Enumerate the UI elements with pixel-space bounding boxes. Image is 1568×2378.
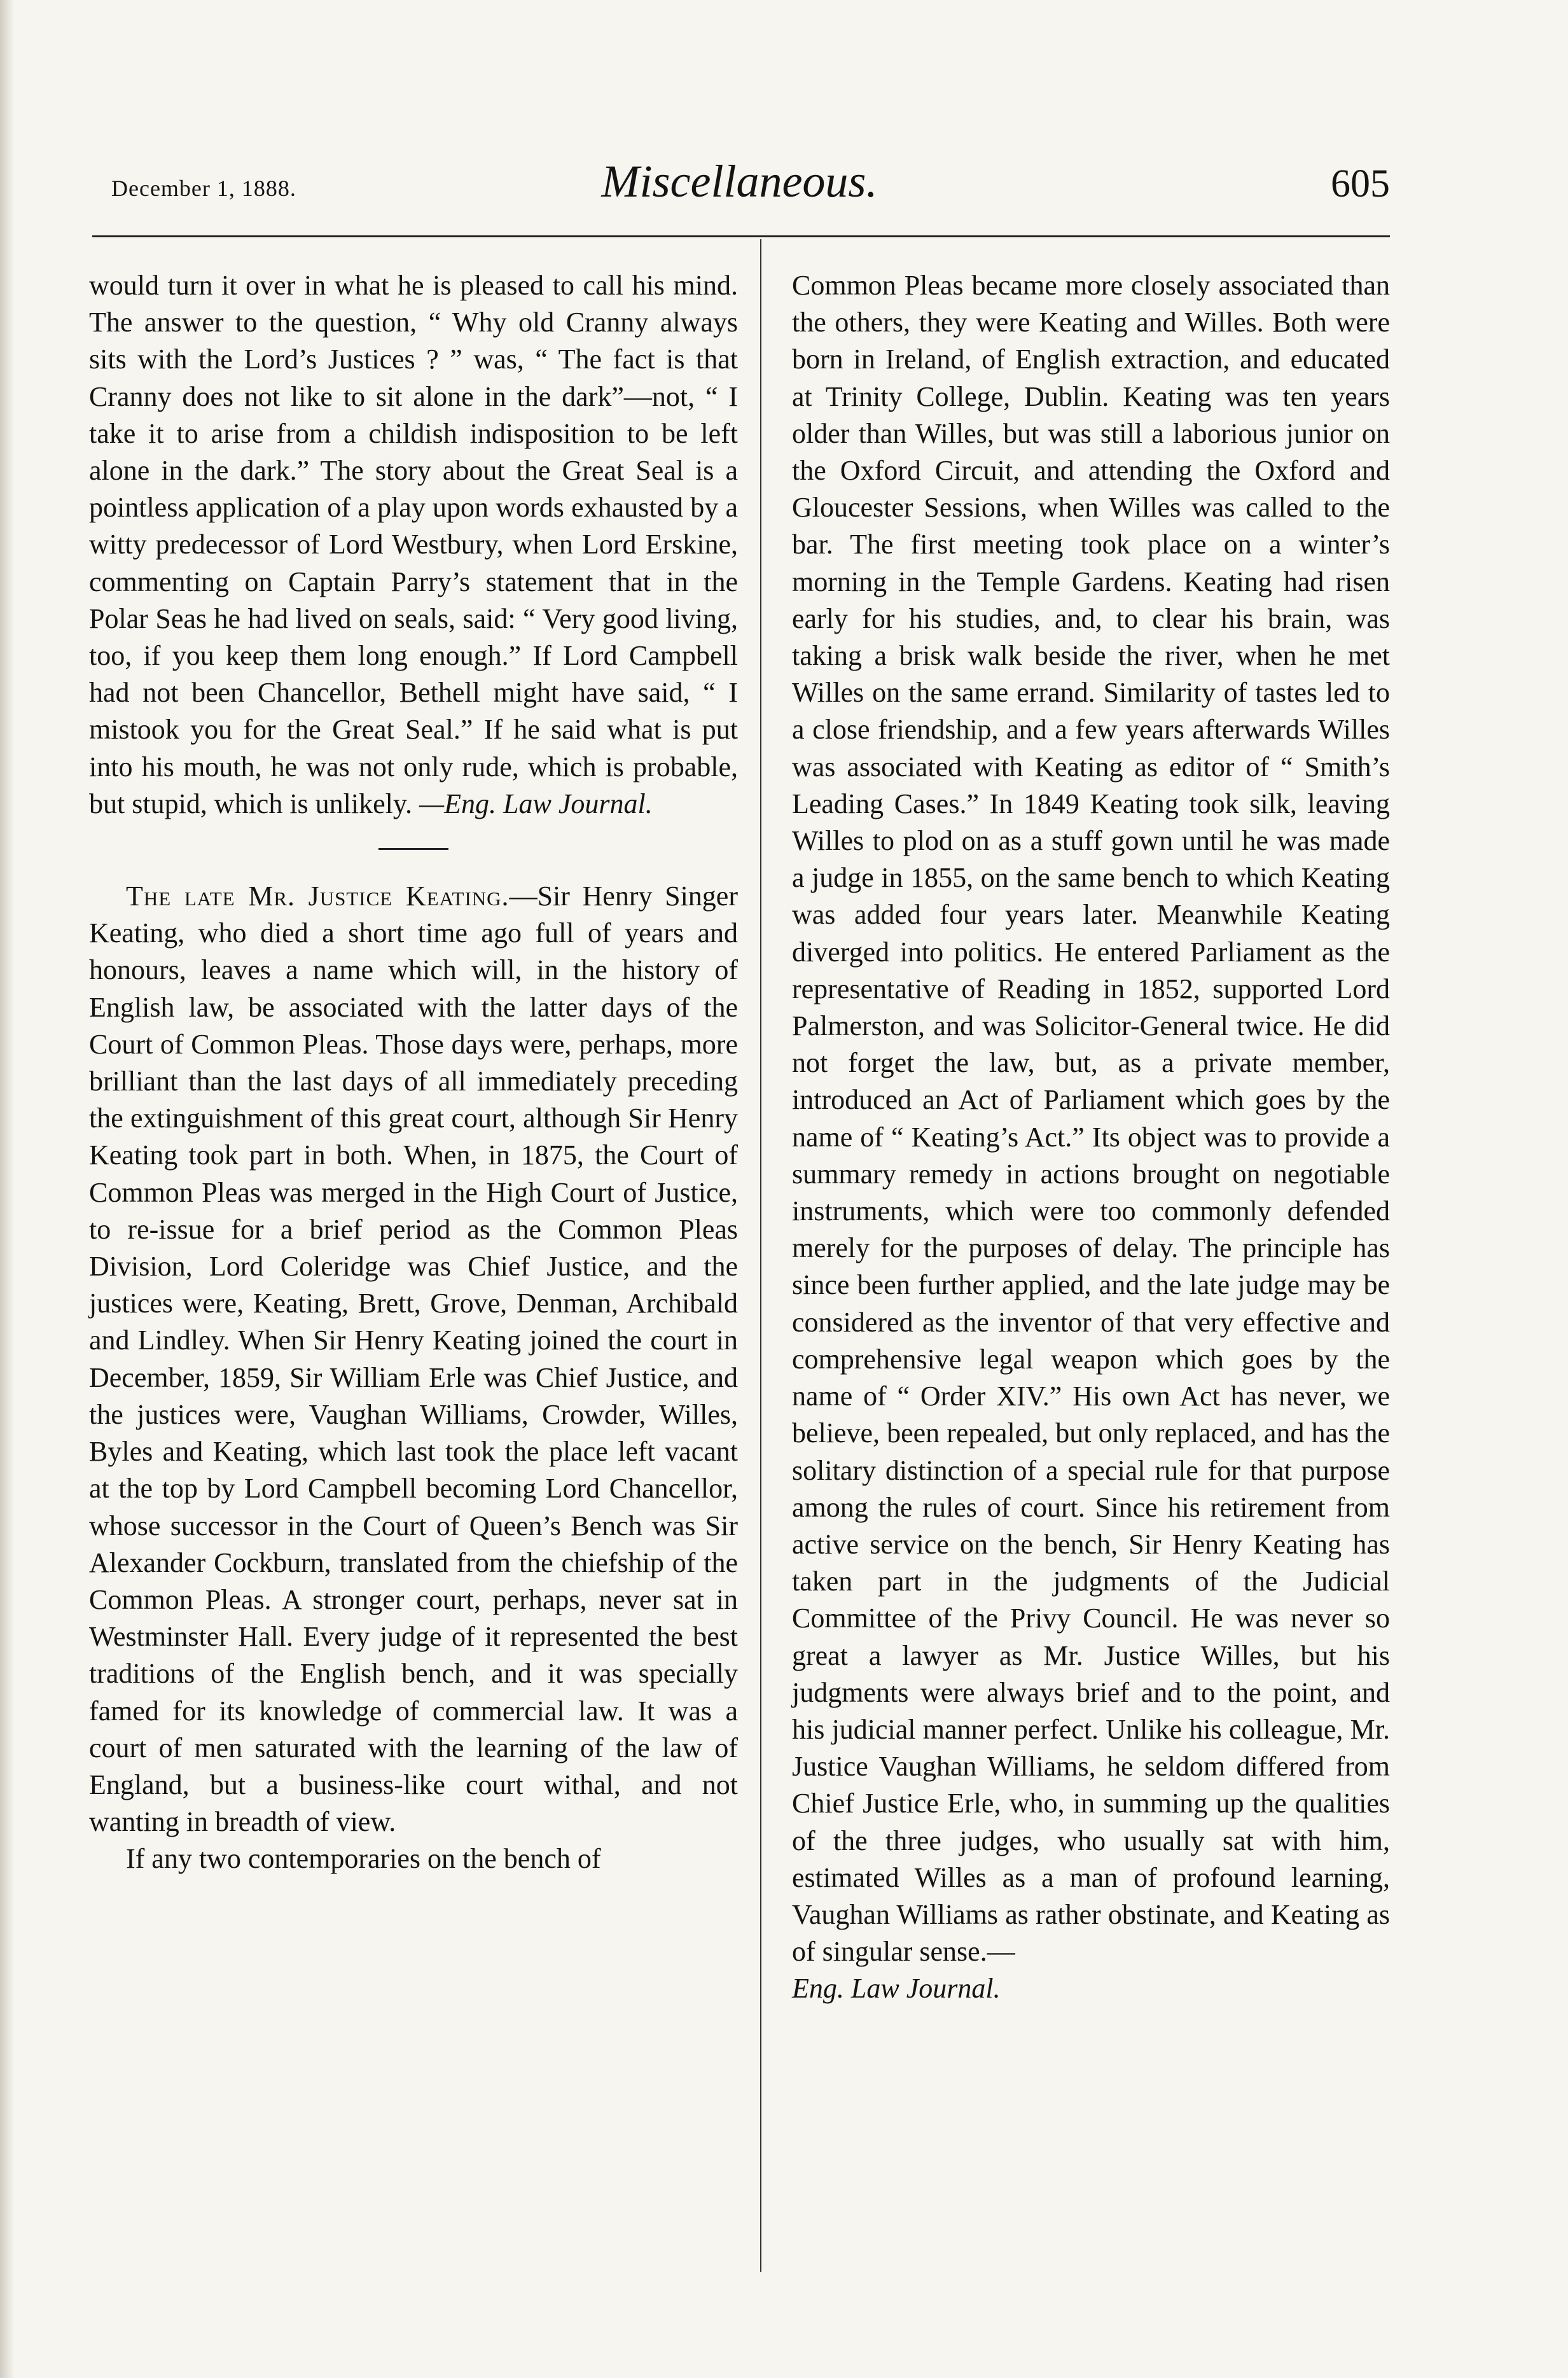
- issue-date: December 1, 1888.: [111, 176, 296, 201]
- page-edge: [0, 0, 14, 2378]
- article-heading: The late Mr. Justice Keating.: [126, 880, 510, 912]
- article-separator: [378, 848, 448, 850]
- continued-source: —Eng. Law Journal.: [419, 788, 653, 819]
- continued-paragraph: [89, 267, 738, 823]
- article-source: Eng. Law Journal.: [792, 1973, 1001, 2005]
- section-title: Miscellaneous.: [601, 156, 878, 207]
- page-number: 605: [1331, 162, 1390, 205]
- running-header: [89, 143, 1390, 213]
- continued-article-text: Common Pleas became more closely associated than the others, they were Keating and Willes. Both were born in Ireland, of English extraction, and educated at Trinity College, Dublin. Keating was ten years older than Willes, but was still a laborious junior on the Oxford Circuit, and attending the Oxford and Gloucester Sessions, when Willes was called to the bar. The first meeting took place on a winter’s morning in the Temple Gardens. Keating had risen early for his studies, and, to clear his brain, was taking a brisk walk beside the river, when he met Willes on the same errand. Similarity of tastes led to a close friendship, and a few years afterwards Willes was associated with Keating as editor of “ Smith’s Leading Cases.” In 1849 Keating took silk, leaving Willes to plod on as a stuff gown until he was made a judge in 1855, on the same bench to which Keating was added four years later. Meanwhile Keating diverged into politics. He entered Parliament as the representative of Reading in 1852, supported Lord Palmerston, and was Solicitor-General twice. He did not forget the law, but, as a private member, introduced an Act of Parliament which goes by the name of “ Keating’s Act.” Its object was to provide a summary remedy in actions brought on negotiable instruments, which were too commonly defended merely for the purposes of delay. The principle has since been further applied, and the late judge may be considered as the inventor of that very effective and comprehensive legal weapon which goes by the name of “ Order XIV.” His own Act has never, we believe, been repealed, but only replaced, and has the solitary distinction of a special rule for that purpose among the rules of court. Since his retirement from active service on the bench, Sir Henry Keating has taken part in the judgments of the Judicial Committee of the Privy Council. He was never so great a lawyer as Mr. Justice Willes, but his judgments were always brief and to the point, and his judicial manner perfect. Unlike his colleague, Mr. Justice Vaughan Williams, he seldom differed from Chief Justice Erle, who, in summing up the qualities of the three judges, who usually sat with him, estimated Willes as a man of profound learning, Vaughan Williams as rather obstinate, and Keating as of singular sense.: [792, 270, 1390, 1968]
- article-paragraph-2: [89, 1840, 738, 1877]
- continued-article-paragraph: Common Pleas became more closely associated than the others, they were Keating and Willes. Both were born in Ireland, of English extraction, and educated at Trinity College, Dublin. Keating was ten years older than Willes, but was still a laborious junior on the Oxford Circuit, and attending the Oxford and Gloucester Sessions, when Willes was called to the bar. The first meeting took place on a winter’s morning in the Temple Gardens. Keating had risen early for his studies, and, to clear his brain, was taking a brisk walk beside the river, when he met Willes on the same errand. Similarity of tastes led to a close friendship, and a few years afterwards Willes was associated with Keating as editor of “ Smith’s Leading Cases.” In 1849 Keating took silk, leaving Willes to plod on as a stuff gown until he was made a judge in 1855, on the same bench to which Keating was added four years later. Meanwhile Keating diverged into politics. He entered Parliament as the representative of Reading in 1852, supported Lord Palmerston, and was Solicitor-General twice. He did not forget the law, but, as a private member, introduced an Act of Parliament which goes by the name of “ Keating’s Act.” Its object was to provide a summary remedy in actions brought on negotiable instruments, which were too commonly defended merely for the purposes of delay. The principle has since been further applied, and the late judge may be considered as the inventor of that very effective and comprehensive legal weapon which goes by the name of “ Order XIV.” His own Act has never, we believe, been repealed, but only replaced, and has the solitary distinction of a special rule for that purpose among the rules of court. Since his retirement from active service on the bench, Sir Henry Keating has taken part in the judgments of the Judicial Committee of the Privy Council. He was never so great a lawyer as Mr. Justice Willes, but his judgments were always brief and to the point, and his judicial manner perfect. Unlike his colleague, Mr. Justice Vaughan Williams, he seldom differed from Chief Justice Erle, who, in summing up the qualities of the three judges, who usually sat with him, estimated Willes as a man of profound learning, Vaughan Williams as rather obstinate, and Keating as of singular sense.—: [792, 270, 1390, 1968]
- left-column: [89, 267, 738, 1878]
- right-column: [760, 267, 1390, 2008]
- header-rule: [92, 235, 1390, 237]
- article-text: —Sir Henry Singer Keating, who died a short time ago full of years and honours, leaves a name which will, in the history of English law, be associated with the latter days of the Court of Common Pleas. Those days were, perhaps, more brilliant than the last days of all immediately preceding the extinguishment of this great court, although Sir Henry Keating took part in both. When, in 1875, the Court of Common Pleas was merged in the High Court of Justice, to re-issue for a brief period as the Common Pleas Division, Lord Coleridge was Chief Justice, and the justices were, Keating, Brett, Grove, Denman, Archibald and Lindley. When Sir Henry Keating joined the court in December, 1859, Sir William Erle was Chief Justice, and the justices were, Vaughan Williams, Crowder, Willes, Byles and Keating, which last took the place left vacant at the top by Lord Campbell becoming Lord Chancellor, whose successor in the Court of Queen’s Bench was Sir Alexander Cockburn, translated from the chiefship of the Common Pleas. A stronger court, perhaps, never sat in Westminster Hall. Every judge of it represented the best traditions of the English bench, and it was specially famed for its knowledge of commercial law. It was a court of men saturated with the learning of the law of England, but a business-like court withal, and not wanting in breadth of view.: [89, 880, 738, 1838]
- article-paragraph: [89, 878, 738, 1840]
- continued-text: would turn it over in what he is pleased to call his mind. The answer to the question, “ Why old Cranny always sits with the Lord’s Justices ? ” was, “ The fact is that Cranny does not like to sit alone in the dark”—not, “ I take it to arise from a childish indisposition to be left alone in the dark.” The story about the Great Seal is a pointless application of a play upon words exhausted by a witty predecessor of Lord Westbury, when Lord Erskine, commenting on Captain Parry’s statement that in the Polar Seas he had lived on seals, said: “ Very good living, too, if you keep them long enough.” If Lord Campbell had not been Chancellor, Bethell might have said, “ I mistook you for the Great Seal.” If he said what is put into his mouth, he was not only rude, which is probable, but stupid, which is unlikely.: [89, 270, 738, 819]
- article-text-2: If any two contemporaries on the bench of: [126, 1843, 601, 1875]
- article-source-line: [760, 1970, 1390, 2007]
